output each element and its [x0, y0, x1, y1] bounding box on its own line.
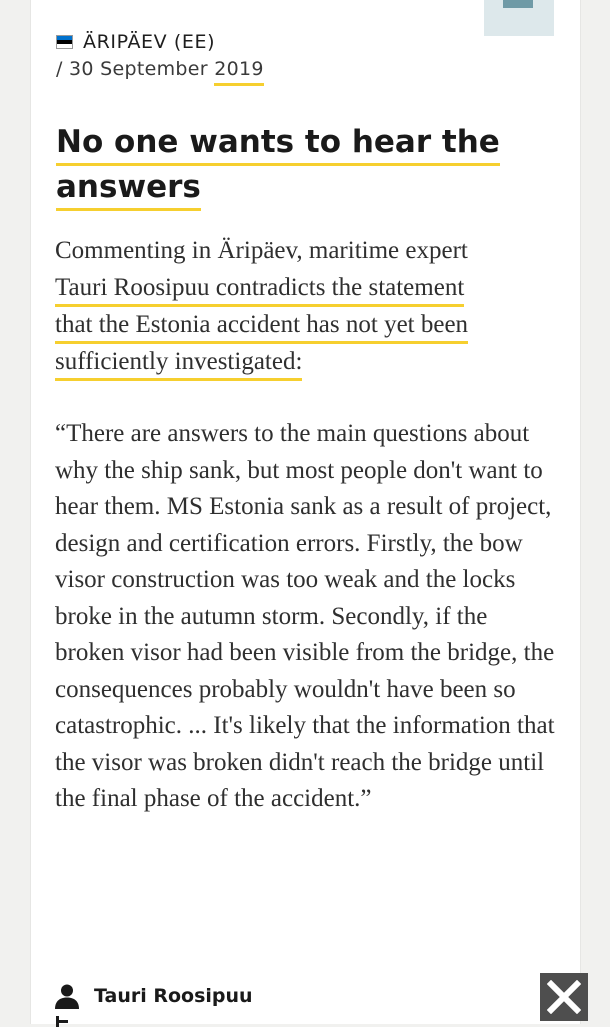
article-date	[56, 58, 264, 80]
person-icon	[54, 983, 80, 1009]
top-menu-button[interactable]	[484, 0, 554, 36]
intro-highlight-2: that the Estonia accident has not yet been	[55, 311, 468, 344]
intro-paragraph	[55, 232, 555, 380]
date-prefix: / 30 September	[56, 58, 215, 80]
intro-text: Commenting in Äripäev, maritime expert	[55, 237, 468, 264]
headline-line-2: answers	[56, 169, 201, 211]
quote-paragraph: “There are answers to the main questions about why the ship sank, but most people don't want to hear them. MS Estonia sank as a result of project, design and certification errors. Firstly, the bow visor construction was too weak and the locks broke in the autumn storm. Secondly, if the broken visor had been visible from the bridge, the consequences probably wouldn't have been so catastrophic. ... It's likely that the information that the visor was broken didn't reach the bridge until the final phase of the accident.”	[55, 420, 555, 812]
source-row	[56, 31, 215, 53]
share-icon[interactable]	[55, 1015, 75, 1027]
author-row	[54, 980, 253, 1012]
close-icon	[547, 980, 581, 1014]
author-name: Tauri Roosipuu	[94, 985, 253, 1007]
intro-highlight-3: sufficiently investigated:	[55, 348, 302, 381]
menu-bar-icon	[503, 0, 533, 8]
article-headline	[56, 120, 556, 210]
date-year: 2019	[214, 58, 264, 86]
close-button[interactable]	[540, 973, 588, 1021]
intro-highlight-1: Tauri Roosipuu contradicts the statement	[55, 274, 464, 307]
headline-line-1: No one wants to hear the	[56, 124, 500, 166]
estonia-flag-icon	[56, 35, 73, 49]
source-label: ÄRIPÄEV (EE)	[83, 31, 216, 53]
